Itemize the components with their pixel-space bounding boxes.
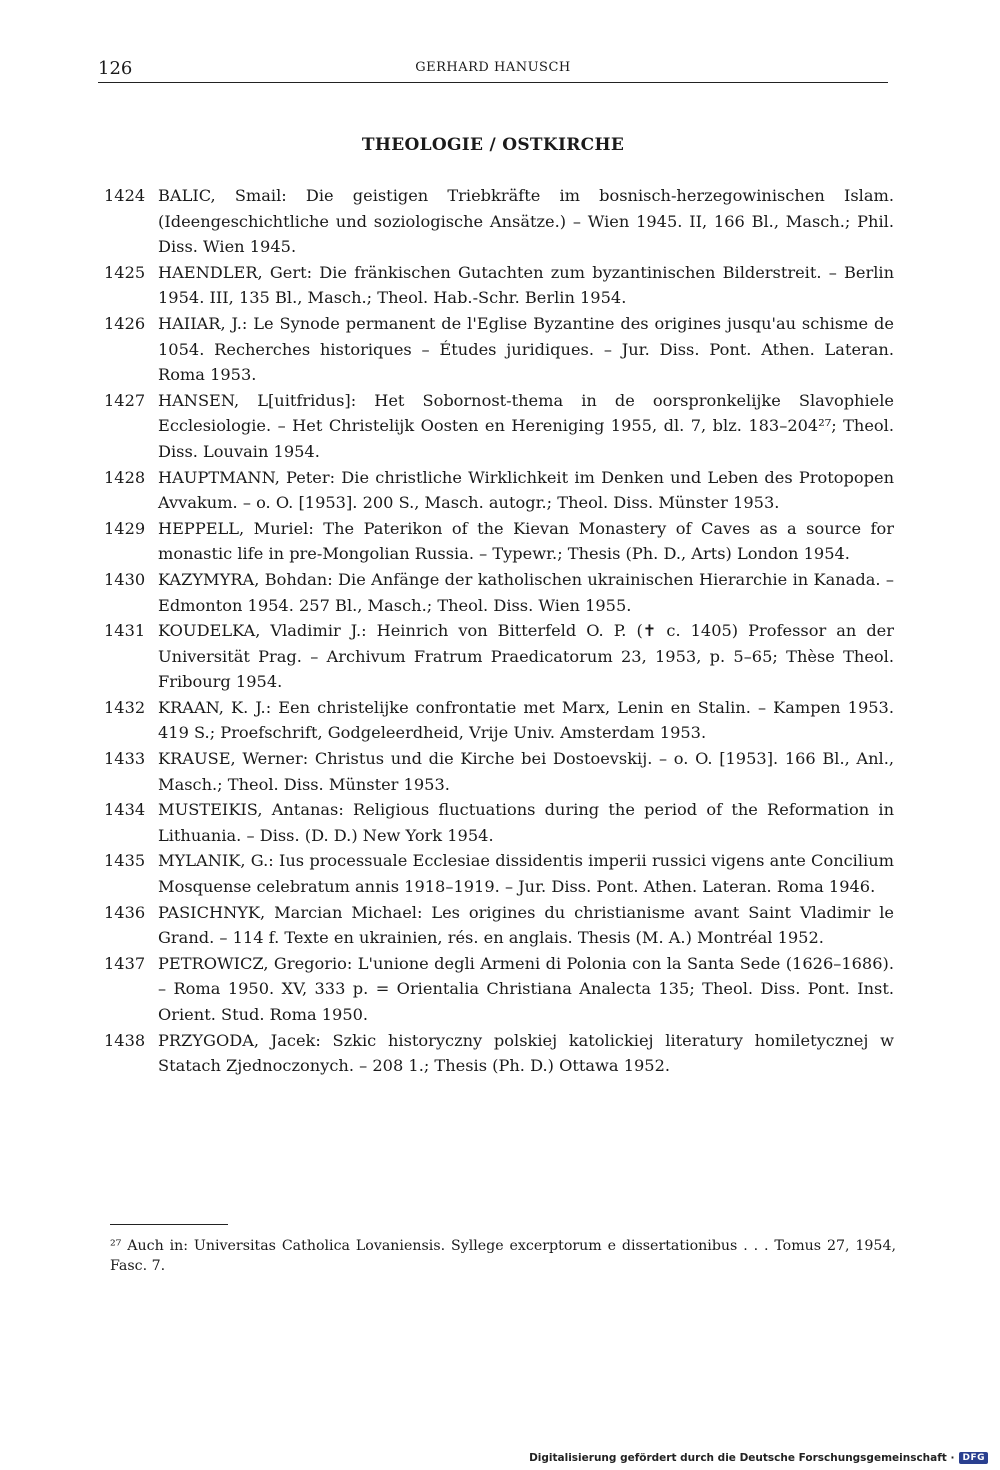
entry-text: PRZYGODA, Jacek: Szkic historyczny polskiej katolickiej literatury homiletycznej w Statach Zjednoczonych. – 208 1.; Thesis (Ph. D.) Ottawa 1952.	[158, 1030, 894, 1076]
bibliography-entry	[104, 848, 894, 899]
bibliography-entry	[104, 746, 894, 797]
entry-text: PASICHNYK, Marcian Michael: Les origines du christianisme avant Saint Vladimir le Grand. – 114 f. Texte en ukrainien, rés. en anglais. Thesis (M. A.) Montréal 1952.	[158, 902, 894, 948]
bibliography-entry	[104, 465, 894, 516]
bibliography-entry	[104, 260, 894, 311]
entry-number: 1425	[104, 262, 146, 282]
section-title: THEOLOGIE / OSTKIRCHE	[361, 135, 625, 155]
entry-text: KOUDELKA, Vladimir J.: Heinrich von Bitterfeld O. P. (✝ c. 1405) Professor an der Universität Prag. – Archivum Fratrum Praedicatorum 23, 1953, p. 5–65; Thèse Theol. Fribourg 1954.	[158, 621, 894, 692]
entry-number: 1428	[104, 467, 146, 487]
dfg-logo: DFG	[959, 1452, 988, 1464]
entry-text: HAENDLER, Gert: Die fränkischen Gutachten zum byzantinischen Bilderstreit. – Berlin 1954. III, 135 Bl., Masch.; Theol. Hab.-Schr. Berlin 1954.	[158, 262, 894, 308]
bibliography-entry	[104, 183, 894, 260]
entry-text: KRAUSE, Werner: Christus und die Kirche bei Dostoevskij. – o. O. [1953]. 166 Bl., Anl., Masch.; Theol. Diss. Münster 1953.	[158, 749, 894, 794]
entry-number: 1430	[104, 569, 146, 589]
bibliography-list	[104, 183, 894, 1079]
entry-number: 1433	[104, 749, 146, 769]
bibliography-entry	[104, 797, 894, 848]
bibliography-entry	[104, 516, 894, 567]
entry-number: 1424	[104, 186, 146, 205]
entry-text: KRAAN, K. J.: Een christelijke confrontatie met Marx, Lenin en Stalin. – Kampen 1953. 419 S.; Proefschrift, Godgeleerdheid, Vrije Univ. Amsterdam 1953.	[158, 697, 894, 743]
entry-number: 1429	[104, 518, 146, 538]
entry-number: 1434	[104, 800, 146, 820]
entry-text: PETROWICZ, Gregorio: L'unione degli Armeni di Polonia con la Santa Sede (1626–1686). – Roma 1950. XV, 333 p. = Orientalia Christiana Analecta 135; Theol. Diss. Pont. Inst. Orient. Stud. Roma 1950.	[158, 953, 894, 1024]
bibliography-entry	[104, 900, 894, 951]
entry-number: 1432	[104, 697, 146, 717]
running-head: GERHARD HANUSCH	[415, 60, 571, 75]
bibliography-entry	[104, 388, 894, 465]
digitization-footer	[529, 1452, 988, 1464]
bibliography-entry	[104, 1028, 894, 1079]
bibliography-entry	[104, 311, 894, 388]
entry-text: HEPPELL, Muriel: The Paterikon of the Kievan Monastery of Caves as a source for monastic life in pre-Mongolian Russia. – Typewr.; Thesis (Ph. D., Arts) London 1954.	[158, 518, 894, 564]
page-header	[98, 58, 888, 83]
entry-text: MUSTEIKIS, Antanas: Religious fluctuations during the period of the Reformation in Lithuania. – Diss. (D. D.) New York 1954.	[158, 800, 894, 845]
bibliography-entry	[104, 618, 894, 695]
entry-number: 1426	[104, 313, 146, 333]
entry-text: MYLANIK, G.: Ius processuale Ecclesiae dissidentis imperii russici vigens ante Concilium Mosquense celebratum annis 1918–1919. – Jur. Diss. Pont. Athen. Lateran. Roma 1946.	[158, 851, 894, 897]
entry-text: BALIC, Smail: Die geistigen Triebkräfte im bosnisch-herzegowinischen Islam. (Ideengeschichtliche und soziologische Ansätze.) – Wien 1945. II, 166 Bl., Masch.; Phil. Diss. Wien 1945.	[158, 186, 894, 257]
entry-number: 1437	[104, 953, 146, 973]
footnote: ²⁷ Auch in: Universitas Catholica Lovaniensis. Syllege excerptorum e dissertationibus . . . Tomus 27, 1954, Fasc. 7.	[110, 1238, 896, 1274]
bibliography-entry	[104, 567, 894, 618]
bibliography-entry	[104, 951, 894, 1028]
entry-number: 1431	[104, 621, 146, 641]
footnote-divider	[110, 1224, 228, 1225]
entry-text: HANSEN, L[uitfridus]: Het Sobornost-thema in de oorspronkelijke Slavophiele Ecclesiologie. – Het Christelijk Oosten en Hereniging 1955, dl. 7, blz. 183–204²⁷; Theol. Diss. Louvain 1954.	[158, 390, 894, 461]
entry-text: KAZYMYRA, Bohdan: Die Anfänge der katholischen ukrainischen Hierarchie in Kanada. – Edmonton 1954. 257 Bl., Masch.; Theol. Diss. Wien 1955.	[158, 569, 894, 615]
entry-number: 1436	[104, 902, 146, 922]
bibliography-entry	[104, 695, 894, 746]
footer-text: Digitalisierung gefördert durch die Deutsche Forschungsgemeinschaft ·	[529, 1452, 955, 1464]
page-number: 126	[98, 58, 133, 79]
entry-number: 1427	[104, 390, 146, 410]
entry-text: HAUPTMANN, Peter: Die christliche Wirklichkeit im Denken und Leben des Protopopen Avvakum. – o. O. [1953]. 200 S., Masch. autogr.; Theol. Diss. Münster 1953.	[158, 467, 894, 513]
entry-number: 1435	[104, 851, 146, 871]
entry-number: 1438	[104, 1030, 146, 1050]
entry-text: HAIIAR, J.: Le Synode permanent de l'Eglise Byzantine des origines jusqu'au schisme de 1054. Recherches historiques – Études juridiques. – Jur. Diss. Pont. Athen. Lateran. Roma 1953.	[158, 313, 894, 385]
